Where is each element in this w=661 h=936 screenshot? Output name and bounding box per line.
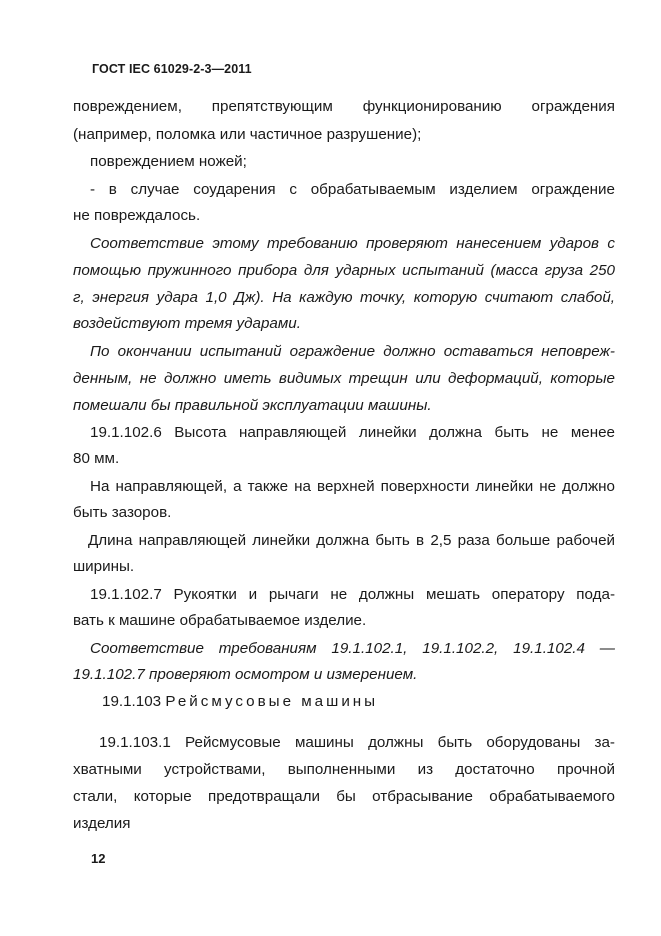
- text-line: ширины.: [73, 558, 135, 575]
- standard-code-header: ГОСТ IEC 61029-2-3—2011: [92, 62, 252, 76]
- text-line: Длина направляющей линейки должна быть в 2,5 раза больше рабочей: [88, 532, 615, 549]
- text-line: помощью пружинного прибора для ударных испытаний (масса груза 250: [73, 262, 615, 279]
- text-line: 19.1.102.7 Рукоятки и рычаги не должны мешать оператору пода-: [90, 586, 615, 603]
- text-line: г, энергия удара 1,0 Дж). На каждую точку, которую считают слабой,: [73, 289, 615, 306]
- text-line: На направляющей, а также на верхней поверхности линейки не должно: [90, 478, 615, 495]
- text-line: - в случае соударения с обрабатываемым изделием ограждение: [90, 181, 615, 198]
- text-line: денным, не должно иметь видимых трещин или деформаций, которые: [73, 370, 615, 387]
- text-line: изделия: [73, 815, 131, 832]
- text-line: стали, которые предотвращали бы отбрасывание обрабатываемого: [73, 788, 615, 805]
- text-line: Соответствие этому требованию проверяют нанесением ударов с: [90, 235, 615, 252]
- text-line: повреждением, препятствующим функционированию ограждения: [73, 98, 615, 115]
- text-line: быть зазоров.: [73, 504, 172, 521]
- page-number: 12: [91, 851, 106, 866]
- text-line: помешали бы правильной эксплуатации машины.: [73, 397, 432, 414]
- section-title: Рейсмусовые машины: [165, 693, 379, 710]
- text-line: не повреждалось.: [73, 207, 201, 224]
- text-line: хватными устройствами, выполненными из достаточно прочной: [73, 761, 615, 778]
- text-line: 19.1.102.7 проверяют осмотром и измерением.: [73, 666, 418, 683]
- text-line: воздействуют тремя ударами.: [73, 315, 301, 332]
- section-heading: [102, 692, 644, 712]
- text-line: 19.1.102.6 Высота направляющей линейки должна быть не менее: [90, 424, 615, 441]
- text-line: повреждением ножей;: [90, 153, 247, 170]
- text-line: Соответствие требованиям 19.1.102.1, 19.1.102.2, 19.1.102.4 —: [90, 640, 615, 657]
- section-number: 19.1.103: [102, 693, 162, 710]
- text-line: вать к машине обрабатываемое изделие.: [73, 612, 367, 629]
- text-line: По окончании испытаний ограждение должно оставаться неповреж-: [90, 343, 615, 360]
- text-line: 19.1.103.1 Рейсмусовые машины должны быть оборудованы за-: [99, 734, 615, 751]
- text-line: 80 мм.: [73, 450, 120, 467]
- text-line: (например, поломка или частичное разрушение);: [73, 126, 422, 143]
